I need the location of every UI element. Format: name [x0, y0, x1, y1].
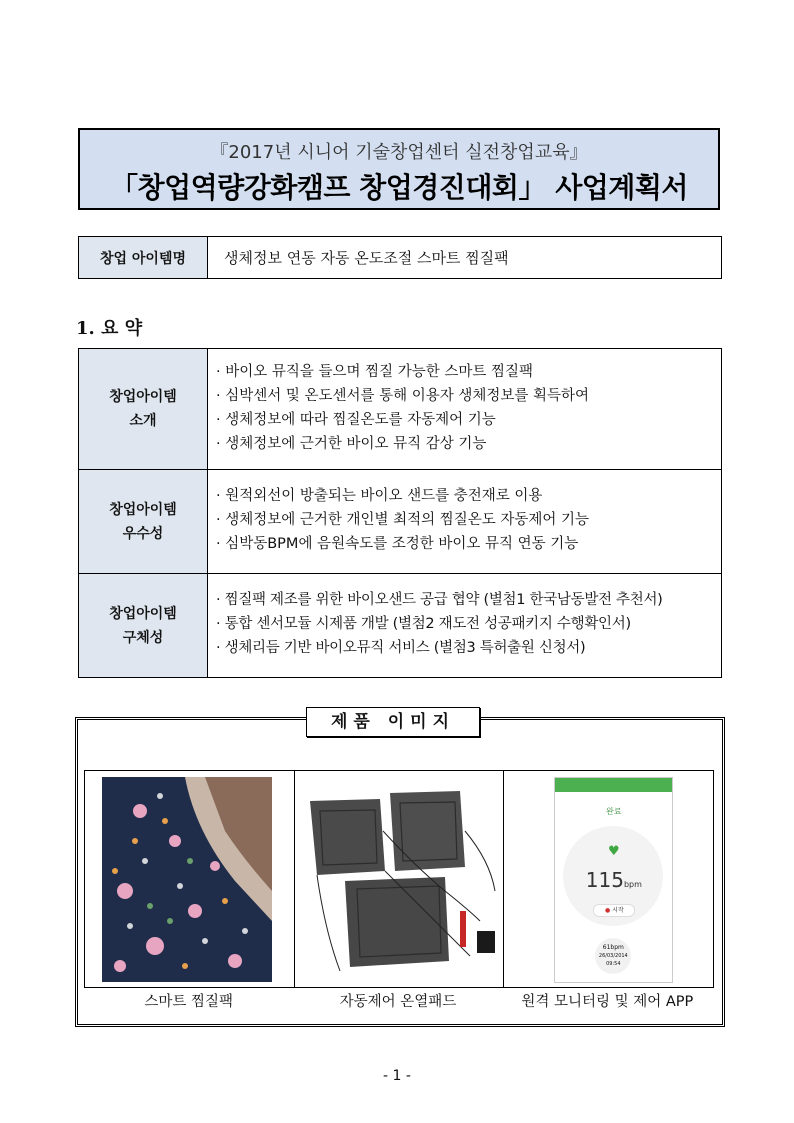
heart-icon: ♥	[608, 844, 620, 859]
document-title: 「창업역량강화캠프 창업경진대회」 사업계획서	[110, 171, 688, 204]
product-image-section	[75, 712, 725, 1027]
image-captions	[84, 990, 712, 1011]
summary-body	[208, 574, 721, 677]
summary-row-intro	[79, 349, 721, 469]
section-heading-summary: 1. 요 약	[76, 318, 143, 339]
caption-heating-pad: 자동제어 온열패드	[339, 994, 457, 1010]
app-bpm-readout	[555, 868, 672, 892]
app-history-date: 26/03/2014	[598, 953, 628, 959]
summary-line: · 통합 센서모듈 시제품 개발 (별첨2 재도전 성공패키지 수행확인서)	[216, 616, 631, 632]
product-image-grid	[84, 770, 714, 988]
summary-label-line: 구체성	[122, 629, 164, 646]
heating-pad-illustration	[295, 771, 504, 987]
summary-label-line: 소개	[129, 413, 157, 429]
summary-body	[208, 349, 721, 469]
document-subtitle: 『2017년 시니어 기술창업센터 실전창업교육』	[210, 142, 588, 163]
summary-label-line: 우수성	[122, 525, 164, 542]
summary-label-line: 창업아이템	[109, 605, 177, 622]
summary-line: · 생체정보에 근거한 개인별 최적의 찜질온도 자동제어 기능	[216, 512, 590, 528]
page-number: - 1 -	[383, 1068, 411, 1084]
summary-label-line: 창업아이템	[109, 501, 177, 518]
app-screenshot	[503, 771, 713, 987]
item-name-value: 생체정보 연동 자동 온도조절 스마트 찜질팩	[224, 249, 509, 267]
app-history	[595, 938, 631, 974]
app-header-bar	[555, 778, 672, 792]
summary-body	[208, 470, 721, 573]
document-title-box	[78, 128, 720, 210]
caption-smart-pack: 스마트 찜질팩	[144, 994, 233, 1010]
summary-label	[79, 470, 208, 573]
phone-screen	[554, 777, 673, 983]
summary-row-excellence	[79, 469, 721, 573]
heating-pad-photo	[294, 771, 504, 987]
app-start-label: 시작	[612, 907, 624, 914]
summary-line: · 심박동BPM에 음원속도를 조정한 바이오 뮤직 연동 기능	[216, 536, 579, 552]
product-image-title: 제품 이미지	[306, 707, 480, 737]
summary-line: · 바이오 뮤직을 들으며 찜질 가능한 스마트 찜질팩	[216, 364, 534, 380]
item-name-label: 창업 아이템명	[79, 237, 208, 278]
smart-pack-illustration	[85, 771, 294, 987]
app-bpm-unit: bpm	[623, 880, 642, 889]
summary-row-specificity	[79, 573, 721, 677]
summary-line: · 심박센서 및 온도센서를 통해 이용자 생체정보를 획득하여	[216, 388, 590, 404]
app-history-unit: bpm	[610, 944, 624, 951]
app-bpm-value: 115	[585, 868, 624, 892]
summary-label-line: 창업아이템	[109, 389, 177, 405]
item-name-table	[78, 236, 722, 279]
summary-table	[78, 348, 722, 678]
summary-line: · 찜질팩 제조를 위한 바이오샌드 공급 협약 (별첨1 한국남동발전 추천서)	[216, 592, 663, 608]
smart-pack-photo	[85, 771, 294, 987]
app-start-button[interactable]: ● 시작	[593, 904, 635, 917]
summary-line: · 생체정보에 근거한 바이오 뮤직 감상 기능	[216, 436, 487, 452]
app-history-value: 61	[602, 944, 611, 951]
summary-line: · 원적외선이 방출되는 바이오 샌드를 충전재로 이용	[216, 488, 543, 504]
summary-line: · 생체정보에 따라 찜질온도를 자동제어 기능	[216, 412, 496, 428]
caption-app: 원격 모니터링 및 제어 APP	[521, 994, 694, 1010]
summary-line: · 생체리듬 기반 바이오뮤직 서비스 (별첨3 특허출원 신청서)	[216, 640, 586, 656]
summary-label	[79, 574, 208, 677]
summary-label	[79, 349, 208, 469]
app-history-time: 09:54	[606, 961, 621, 967]
app-status-label: 완료	[606, 807, 622, 816]
